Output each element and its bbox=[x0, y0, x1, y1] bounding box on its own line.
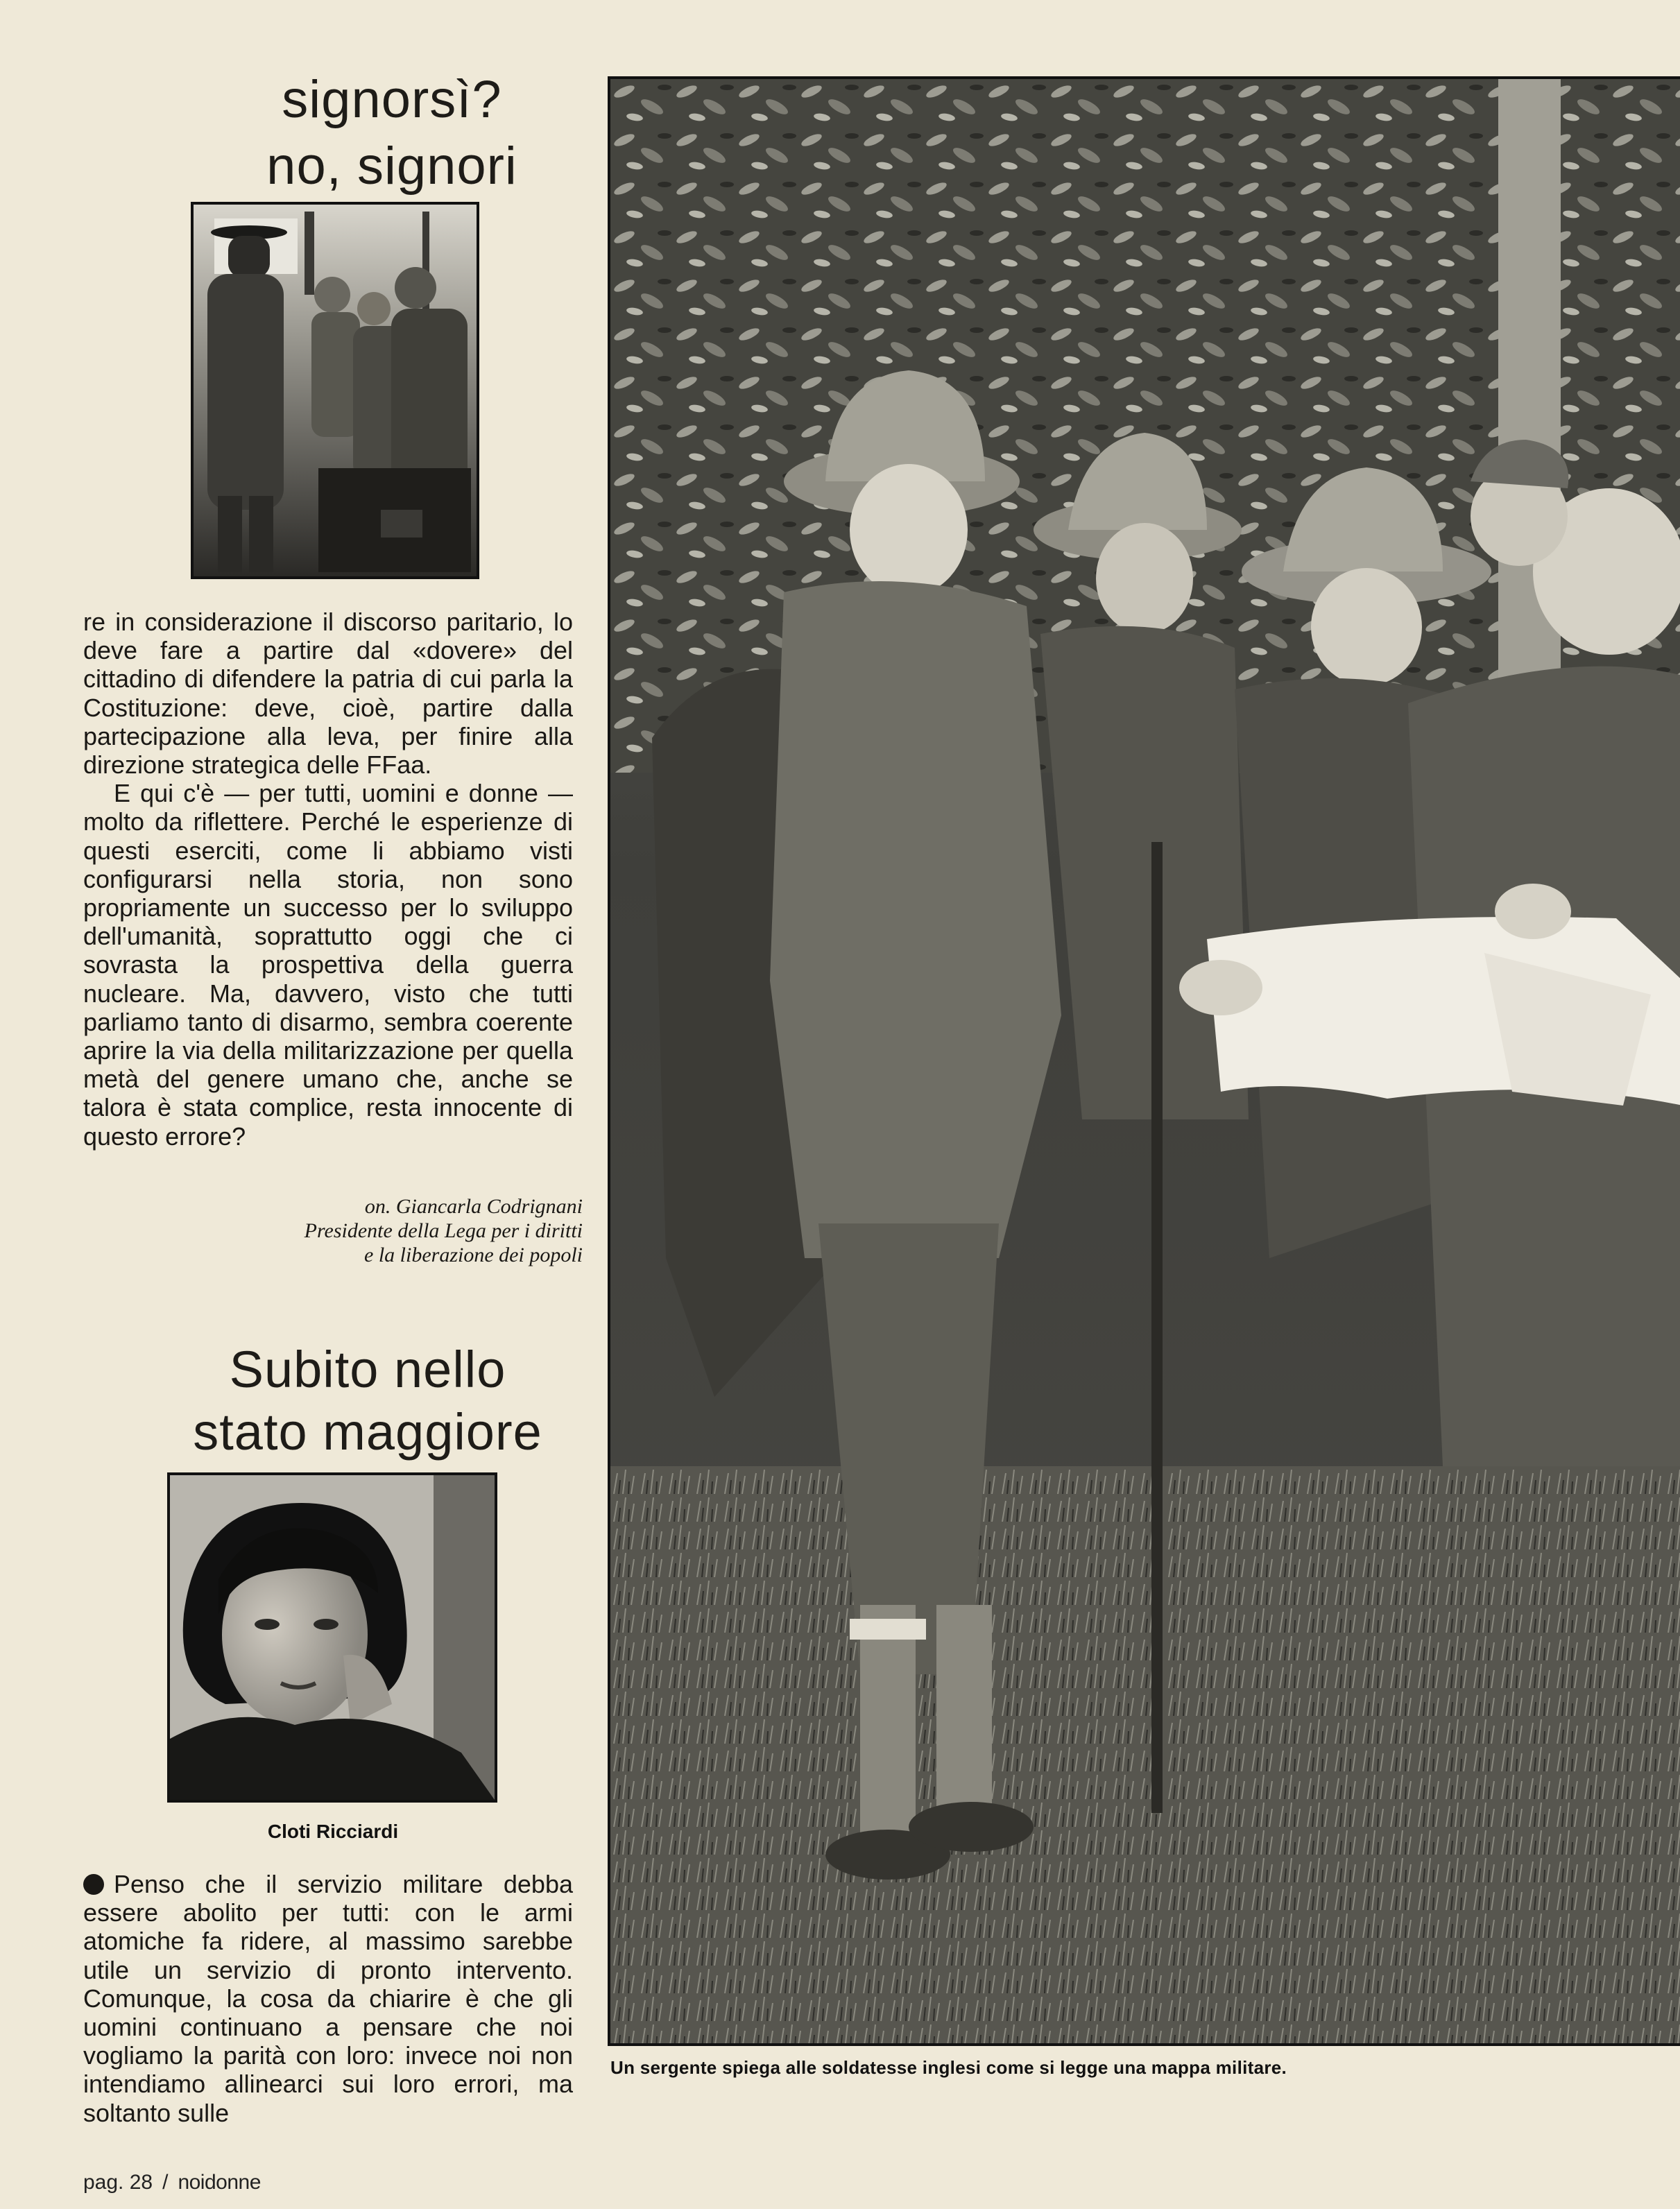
signature-role-1: Presidente della Lega per i diritti bbox=[304, 1219, 583, 1242]
portrait-woman bbox=[167, 1472, 497, 1803]
photo-soldiers-inspection-icon bbox=[194, 205, 477, 576]
photo-soldiers-map-forest-icon bbox=[610, 79, 1680, 2043]
headline-stato-maggiore bbox=[132, 1339, 603, 1463]
headline-line-2: no, signori bbox=[266, 137, 517, 196]
article2-paragraph-text: Penso che il servizio militare debba essere abolito per tutti: con le armi atomiche fa ridere, al massimo sarebbe utile un servizio di pronto intervento. Comunque, la cosa da chiarire è che gli uomini continuano a pensare che noi vogliamo la parità con loro: invece noi non intendiamo allinearci sui loro errori, ma soltanto sulle bbox=[83, 1870, 573, 2127]
article1-paragraph-1: re in considerazione il discorso paritario, lo deve fare a partire dal «dovere» del cittadino di difendere la patria di cui parla la Costituzione: deve, cioè, partire dalla partecipazione alla leva, per finire alla direzione strategica delle FFaa. bbox=[83, 608, 573, 780]
article1-paragraph-2: E qui c'è — per tutti, uomini e donne — molto da riflettere. Perché le esperienze di questi eserciti, come li abbiamo visti configurarsi nella storia, non sono propriamente un successo per lo sviluppo dell'umanità, soprattutto oggi che ci sovrasta la prospettiva della guerra nucleare. Ma, davvero, visto che tutti parliamo tanto di disarmo, sembra coerente aprire la via della militarizzazione per quella metà del genere umano che, anche se talora è stata complice, resta innocente di questo errore? bbox=[83, 779, 573, 1151]
article2-paragraph-1 bbox=[83, 1870, 573, 2127]
portrait-caption: Cloti Ricciardi bbox=[267, 1821, 399, 1842]
main-photo-caption: Un sergente spiega alle soldatesse inglesi come si legge una mappa militare. bbox=[610, 2057, 1287, 2078]
headline-line-1: signorsì? bbox=[282, 70, 502, 129]
bullet-icon bbox=[83, 1874, 104, 1895]
page-number: pag. 28 bbox=[83, 2171, 153, 2194]
headline-line-1: Subito nello bbox=[229, 1341, 506, 1398]
magazine-name: noidonne bbox=[178, 2171, 261, 2194]
page-footer bbox=[83, 2171, 261, 2194]
photo-soldiers-inspection bbox=[191, 202, 479, 579]
signature-role-2: e la liberazione dei popoli bbox=[364, 1244, 583, 1266]
signature bbox=[208, 1194, 583, 1267]
photo-soldiers-map-forest bbox=[608, 76, 1680, 2046]
portrait-woman-icon bbox=[170, 1475, 495, 1800]
headline-signorsi bbox=[160, 67, 624, 200]
footer-separator: / bbox=[162, 2171, 169, 2194]
headline-line-2: stato maggiore bbox=[193, 1403, 542, 1461]
signature-name: on. Giancarla Codrignani bbox=[364, 1195, 583, 1218]
article2-body bbox=[83, 1870, 573, 2127]
article1-body bbox=[83, 608, 573, 1151]
